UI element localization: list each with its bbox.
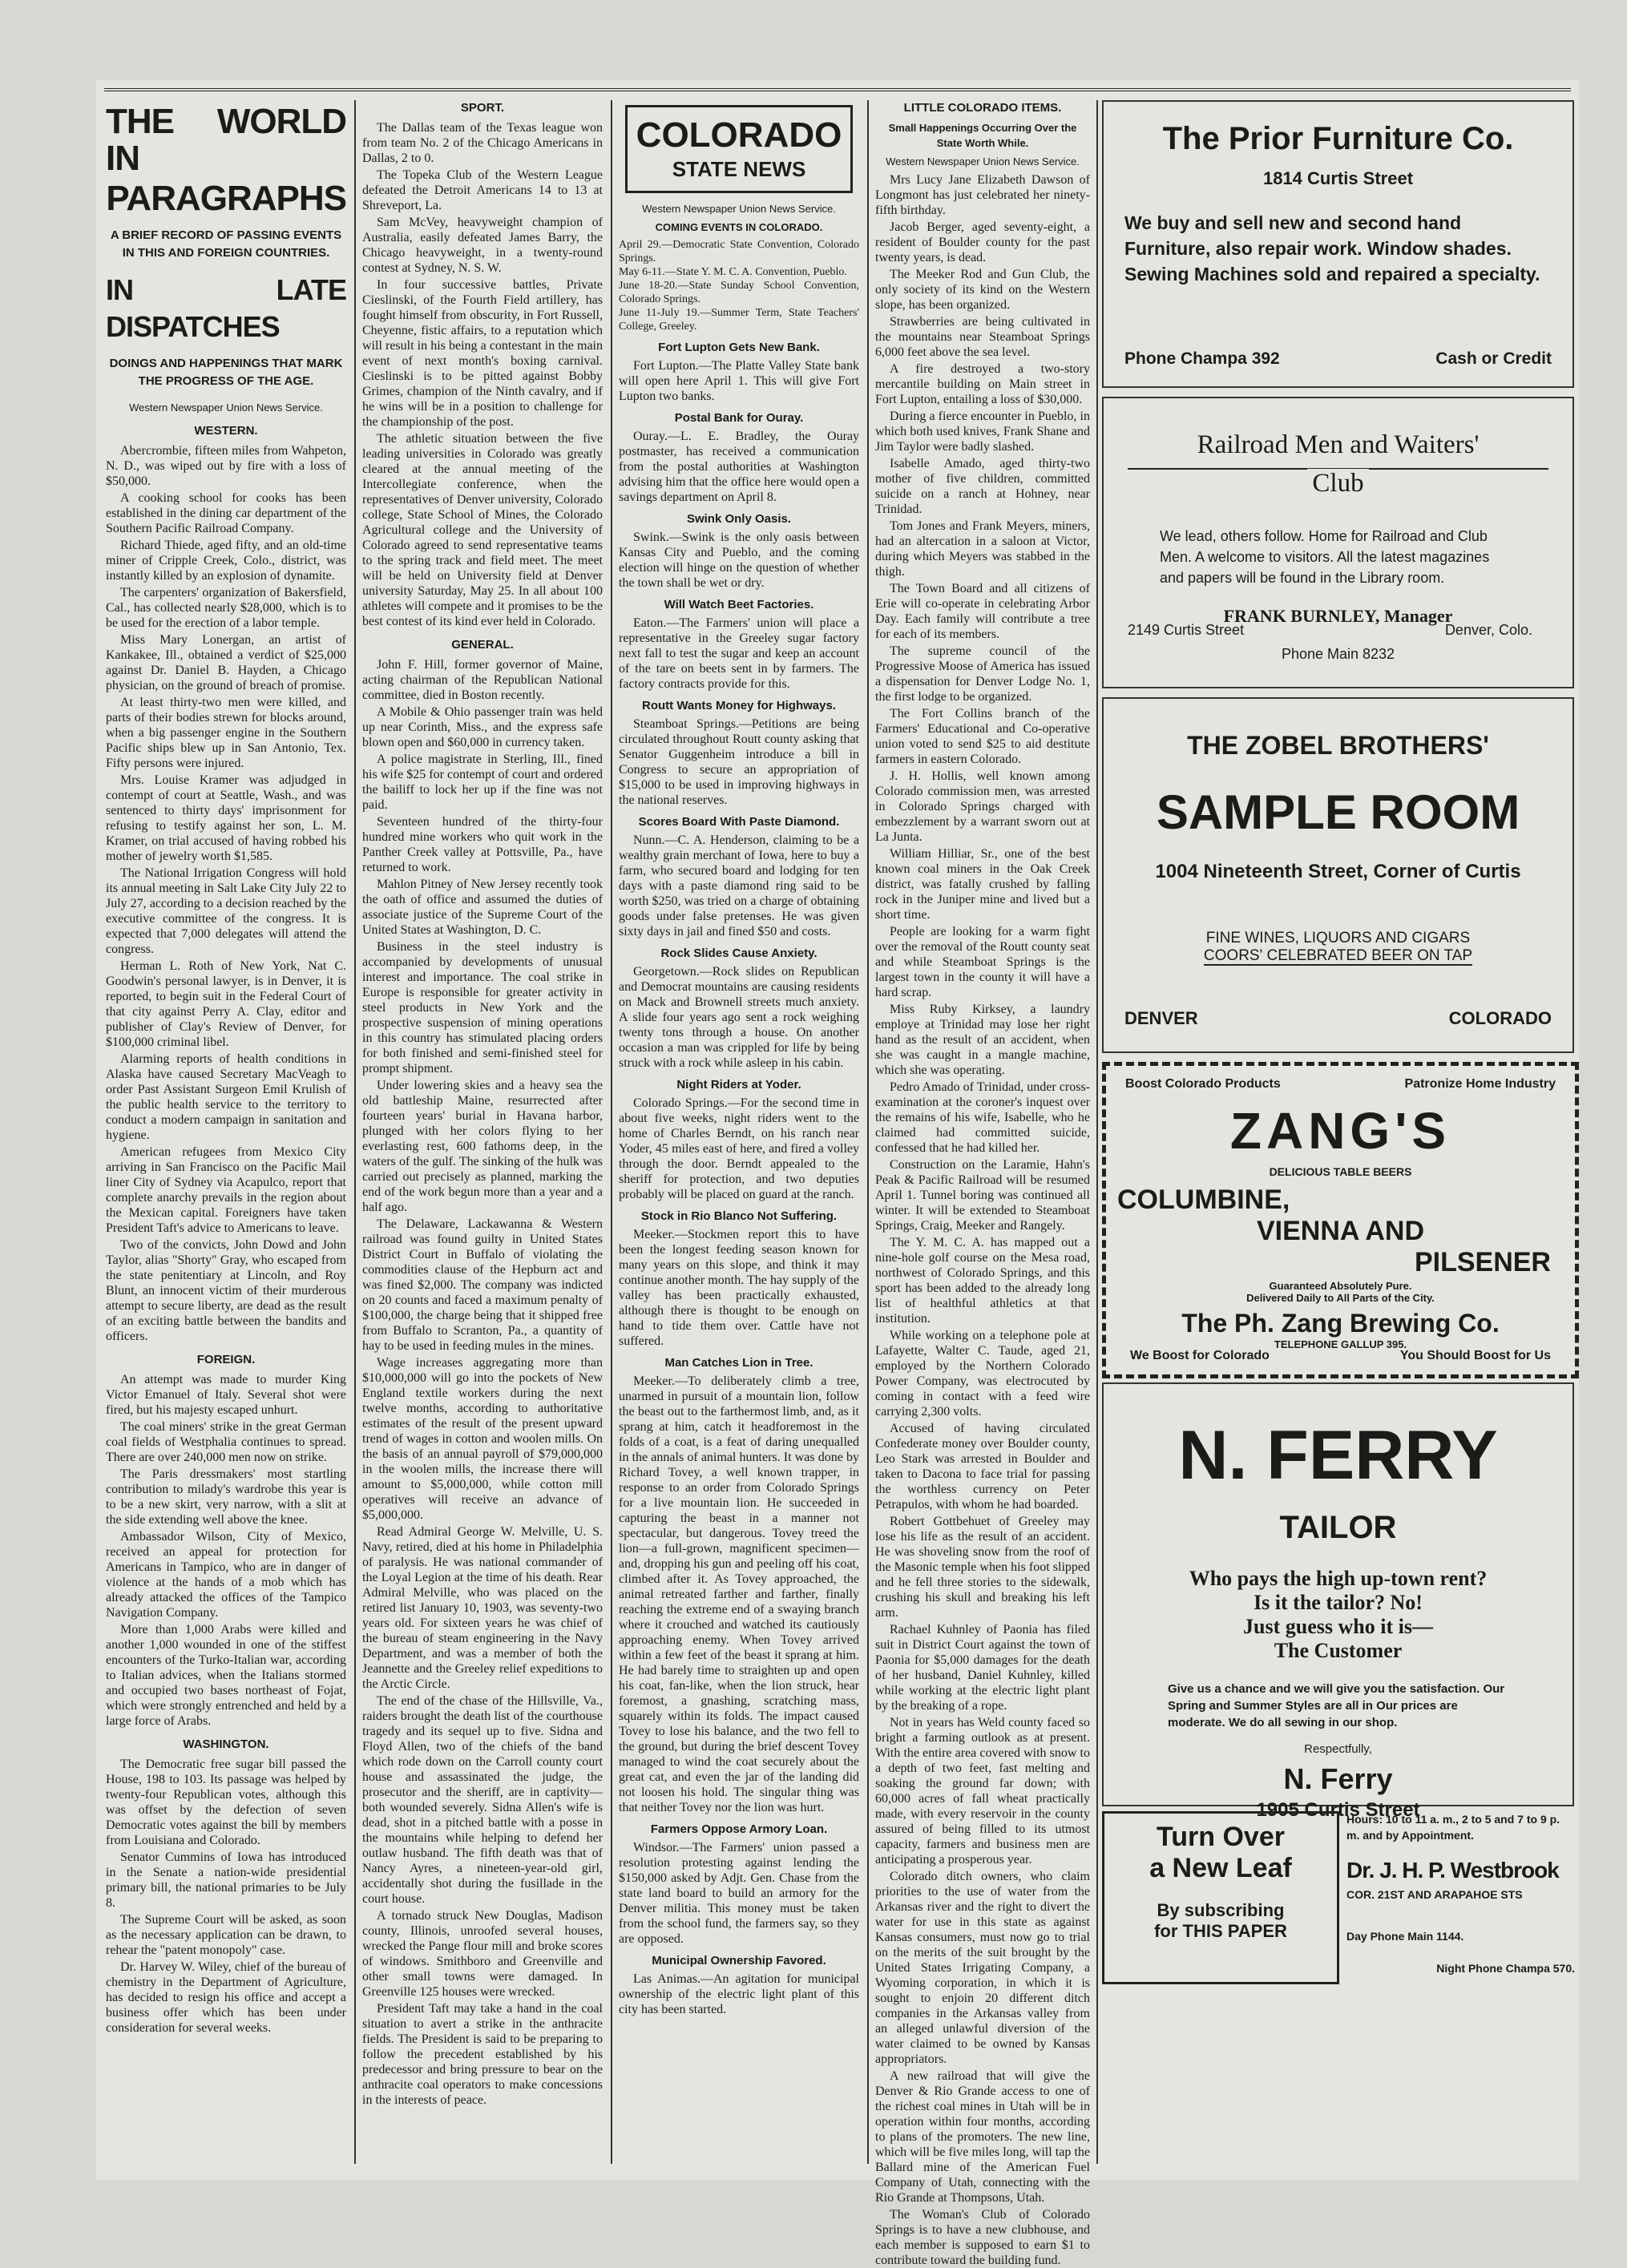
- story-text: Georgetown.—Rock slides on Republican and Democrat mountains are causing residents on Mack and Brownell streets much anxiety. A slide four years ago sent a rock weighing twenty tons through a house. On another occasion a man was crippled for life by being struck with a rock while asleep in his cabin.: [619, 965, 859, 1070]
- ferry-name: N. FERRY: [1178, 1417, 1498, 1494]
- column-sport-general: [362, 100, 603, 2164]
- column-colorado-state-news: [619, 100, 859, 2164]
- story-headline: Postal Bank for Ouray.: [674, 411, 804, 425]
- section-washington: WASHINGTON.: [183, 1737, 269, 1751]
- news-item: A fire destroyed a two-story mercantile building on Main street in Fort Lupton, entailing a loss of $30,000.: [875, 362, 1090, 406]
- ferry-body: Give us a chance and we will give you the satisfaction. Our Spring and Summer Styles are all in Our prices are moderate. We do all sewing in our shop.: [1168, 1682, 1505, 1729]
- zobel-name: THE ZOBEL BROTHERS': [1187, 731, 1489, 760]
- news-item: The Fort Collins branch of the Farmers' Educational and Co-operative union voted to send $25 to aid destitute farmers in eastern Colorado.: [875, 707, 1090, 766]
- news-item: More than 1,000 Arabs were killed and another 1,000 wounded in one of the stiffest encounters of the Turko-Italian war, according to Italian advices, when the Italians stormed and occupied two bases northeast of Fojat, which were strongly entrenched and held by a large force of Arabs.: [106, 1623, 346, 1728]
- news-item: The Topeka Club of the Western League defeated the Detroit Americans 14 to 13 at Shreveport, La.: [362, 168, 603, 212]
- news-item: Ambassador Wilson, City of Mexico, received an appeal for protection for Americans in Tampico, who are in danger of violence at the hands of a mob which has already attacked the offices of the Tampico Navigation Company.: [106, 1530, 346, 1620]
- service-credit: Western Newspaper Union News Service.: [642, 203, 836, 215]
- prior-name: The Prior Furniture Co.: [1162, 121, 1514, 156]
- event-item: June 18-20.—State Sunday School Convention, Colorado Springs.: [619, 280, 859, 305]
- ad-turn-over-leaf: [1102, 1811, 1339, 1984]
- zobel-address: 1004 Nineteenth Street, Corner of Curtis: [1155, 861, 1521, 882]
- zang-guaranteed: Guaranteed Absolutely Pure.: [1269, 1280, 1412, 1292]
- zang-table: DELICIOUS TABLE BEERS: [1269, 1165, 1412, 1178]
- news-item: Alarming reports of health conditions in Alaska have caused Secretary MacVeagh to order Past Assistant Surgeon Emil Krulish of the public health service to the territory to conduct a modern campaign in sanitation and hygiene.: [106, 1052, 346, 1142]
- story-text: Meeker.—To deliberately climb a tree, unarmed in pursuit of a mountain lion, follow the beast out to the farthermost limb, and, as it sprang at him, catch it headforemost in the folds of a coat, is a feat of daring unequalled in the annals of animal hunters. It was done by Richard Tovey, a well known trapper, in response to an order from Colorado Springs for a live mountain lion. He succeeded in capturing the beast in a manner not spectacular, but dangerous. Tovey treed the lion—a full-grown, magnificent specimen—and, dropping his gun and peeling off his coat, climbed after it. As Tovey approached, the animal retreated farther and farther, finally reaching the extreme end of a swaying branch where it crouched and watched its cautiously approaching enemy. When Tovey arrived within a few feet of the beast it sprang at him. He had barely time to straighten up and open his coat, fan-like, when the lion struck, hear foremost, a gnashing, scratching mass, squarely within its folds. The impact caused Tovey to lose his balance, and the two fell to the ground, but during the brief descent Tovey managed to wind the coat securely about the great cat, and even the jar of the landing did not loosen his hold. The singular thing was that neither Tovey nor the lion was hurt.: [619, 1374, 859, 1814]
- news-item: The National Irrigation Congress will hold its annual meeting in Salt Lake City July 22 to July 27, according to a decision reached by the executive committee of the congress. It is expected that 7,000 delegates will attend the congress.: [106, 866, 346, 956]
- railroad-body: We lead, others follow. Home for Railroad and Club Men. A welcome to visitors. All the latest magazines and papers will be found in the Library room.: [1160, 528, 1490, 586]
- column-little-colorado-items: [875, 100, 1090, 2267]
- news-item: The Dallas team of the Texas league won from team No. 2 of the Chicago Americans in Dallas, 2 to 0.: [362, 121, 603, 165]
- news-item: J. H. Hollis, well known among Colorado commission men, was arrested in Colorado Springs charged with embezzlement by a warrant sworn out at La Junta.: [875, 769, 1090, 844]
- news-item: Wage increases aggregating more than $10,000,000 will go into the pockets of New England textile workers during the next twelve months, according to authoritative estimates of the result of the present upward trend of wages in cotton and woolen mills. On the basis of an annual payroll of $79,000,000 in the woolen mills, the increase there will amount to $5,000,000, while cotton mill operatives will receive an advance of $5,000,000.: [362, 1356, 603, 1522]
- sport-items: [362, 120, 603, 629]
- news-item: The Meeker Rod and Gun Club, the only society of its kind on the Western slope, has been organized.: [875, 268, 1090, 312]
- prior-terms: Cash or Credit: [1435, 349, 1552, 368]
- news-item: Under lowering skies and a heavy sea the old battleship Maine, resurrected after fourteen years' burial in Havana harbor, plunged with her colors flying to her everlasting rest, 600 fathoms deep, in the waters of the gulf. The sinking of the hulk was carried out precisely as planned, marking the end of the work begun more than a year and a half ago.: [362, 1079, 603, 1214]
- news-item: Colorado ditch owners, who claim priorities to the use of water from the Arkansas river and the right to divert the water for use in this state as against Kansas consumers, must now go to trial on the merits of the suit brought by the United States Irrigating Company, a Wyoming corporation, in which it is sought to enjoin 20 different ditch companies in the Arkansas valley from an alleged unlawful diversion of the water claimed to be owned by Kansas appropriators.: [875, 1870, 1090, 2066]
- news-item: Seventeen hundred of the thirty-four hundred mine workers who quit work in the Panther Creek valley at Pottsville, Pa., have returned to work.: [362, 815, 603, 874]
- ferry-resp: Respectfully,: [1304, 1742, 1372, 1756]
- news-item: Dr. Harvey W. Wiley, chief of the bureau of chemistry in the Department of Agriculture, has decided to resign his office and accept a business offer which has been under consideration for several weeks.: [106, 1960, 346, 2035]
- ad-railroad-club: [1102, 397, 1574, 688]
- service-credit: Western Newspaper Union News Service.: [129, 402, 323, 414]
- news-item: The Y. M. C. A. has mapped out a nine-hole golf course on the Mesa road, northwest of Colorado Springs, and this sport has been added to the already long list of healthful athletics at that institution.: [875, 1236, 1090, 1326]
- news-item: Abercrombie, fifteen miles from Wahpeton, N. D., was wiped out by fire with a loss of $50,000.: [106, 444, 346, 488]
- story-headline: Rock Slides Cause Anxiety.: [660, 946, 818, 960]
- little-items-head: LITTLE COLORADO ITEMS.: [903, 101, 1062, 115]
- news-item: Jacob Berger, aged seventy-eight, a resident of Boulder county for the past twenty years, is dead.: [875, 220, 1090, 264]
- news-item: The carpenters' organization of Bakersfield, Cal., has collected nearly $28,000, which is to be used for the erection of a labor temple.: [106, 586, 346, 630]
- news-item: The Supreme Court will be asked, as soon as the necessary application can be drawn, to rehear the "patent monopoly" case.: [106, 1913, 346, 1957]
- news-item: The coal miners' strike in the great German coal fields of Westphalia continues to spread. There are over 240,000 men now on strike.: [106, 1420, 346, 1464]
- news-item: The Town Board and all citizens of Erie will co-operate in celebrating Arbor Day. Each family will contribute a tree for each of its members.: [875, 582, 1090, 641]
- news-item: The Democratic free sugar bill passed the House, 198 to 103. Its passage was helped by twenty-four Republican votes, although this was offset by the defection of seven Democratic votes against the bill by members from Louisiana and Colorado.: [106, 1757, 346, 1847]
- news-item: Strawberries are being cultivated in the mountains near Steamboat Springs 6,000 feet above the sea level.: [875, 315, 1090, 359]
- news-item: The Delaware, Lackawanna & Western railroad was found guilty in United States District Court in Buffalo of violating the commodities clause of the Hepburn act and was fined $2,000. The company was indicted on 20 counts and faced a maximum penalty of $100,000, the charge being that it shipped free from Buffalo to Scranton, Pa., a quantity of hay to be used in feeding mules in the mines.: [362, 1217, 603, 1353]
- news-item: Tom Jones and Frank Meyers, miners, had an altercation in a saloon at Victor, during which Meyers was stabbed in the thigh.: [875, 519, 1090, 579]
- news-item: Isabelle Amado, aged thirty-two mother of five children, committed suicide on a ranch at Hohney, near Trinidad.: [875, 457, 1090, 516]
- news-item: A cooking school for cooks has been established in the dining car department of the Southern Pacific Railroad Company.: [106, 491, 346, 535]
- ferry-signature: N. Ferry: [1283, 1762, 1393, 1795]
- column-world-paragraphs: [106, 100, 346, 2164]
- story-text: Meeker.—Stockmen report this to have been the longest feeding season known for many years on this slope, and think it may continue another month. The hay supply of the valley has been practically exhausted, although there is thought to be enough on hand to tide them over. Cattle have not suffered.: [619, 1228, 859, 1348]
- story-headline: Will Watch Beet Factories.: [664, 598, 814, 611]
- news-item: Construction on the Laramie, Hahn's Peak & Pacific Railroad will be resumed April 1. Tunnel boring was continued all winter. It will be extended to Steamboat Springs, Craig, Meeker and Rangely.: [875, 1158, 1090, 1233]
- service-credit: Western Newspaper Union News Service.: [886, 155, 1080, 167]
- story-text: Colorado Springs.—For the second time in about five weeks, night riders went to the home of Charles Berndt, on his ranch near Yoder, 45 miles east of here, and fired a volley through the door. Berndt appealed to the sheriff for protection, and two deputies probably will be placed on guard at the ranch.: [619, 1096, 859, 1201]
- news-item: Read Admiral George W. Melville, U. S. Navy, retired, died at his home in Philadelphia of paralysis. He was national commander of the Loyal Legion at the time of his death. Rear Admiral Melville, who was placed on the retired list January 10, 1903, was seventy-two years old. For sixteen years he was chief of the bureau of steam engineering in the Navy Department, and was a member of both the Jeannette and the Greeley relief expeditions to the Arctic Circle.: [362, 1525, 603, 1691]
- zang-foot-right: You Should Boost for Us: [1399, 1349, 1551, 1362]
- story-text: Fort Lupton.—The Platte Valley State bank will open here April 1. This will give Fort Lupton two banks.: [619, 359, 859, 403]
- section-foreign: FOREIGN.: [196, 1353, 256, 1366]
- westbrook-day-phone: Day Phone Main 1144.: [1346, 1930, 1464, 1943]
- zang-boost: Boost Colorado Products: [1125, 1077, 1281, 1091]
- news-item: The Woman's Club of Colorado Springs is to have a new clubhouse, and each member is supposed to earn $1 to contribute toward the building fund.: [875, 2208, 1090, 2267]
- news-item: Not in years has Weld county faced so bright a farming outlook as at present. With the entire area covered with snow to a depth of two feet, fast melting and soaking the ground far down; with 60,000 acres of fall wheat practically made, with every reservoir in the county assured of being filled to its utmost capacity, farmers and business men are anticipating a prosperous year.: [875, 1716, 1090, 1866]
- news-item: A police magistrate in Sterling, Ill., fined his wife $25 for contempt of court and ordered the bailiff to lock her up if the fine was not paid.: [362, 753, 603, 812]
- news-item: Senator Cummins of Iowa has introduced in the Senate a nation-wide presidential primary bill, the national primaries to be July 8.: [106, 1850, 346, 1910]
- column-divider: [867, 100, 869, 2164]
- news-item: The supreme council of the Progressive Moose of America has issued a dispensation for Denver Lodge No. 1, the first lodge to be organized.: [875, 644, 1090, 704]
- westbrook-address: COR. 21ST AND ARAPAHOE STS: [1346, 1888, 1523, 1901]
- news-item: The Paris dressmakers' most startling contribution to milady's wardrobe this year is to be a new skirt, very narrow, with a slit at the side extending well above the knee.: [106, 1467, 346, 1527]
- event-item: April 29.—Democratic State Convention, Colorado Springs.: [619, 239, 859, 264]
- little-items-deck: Small Happenings Occurring Over the State Worth While.: [888, 122, 1077, 149]
- section-sport: SPORT.: [460, 101, 505, 115]
- ad-zang-brewing: [1102, 1062, 1579, 1378]
- ad-zobel-sample-room: [1102, 697, 1574, 1053]
- general-items: [362, 657, 603, 2108]
- little-items-list: [875, 172, 1090, 2268]
- title-paragraphs: PARAGRAPHS: [106, 179, 346, 218]
- prior-body: We buy and sell new and second hand Furniture, also repair work. Window shades. Sewing Machines sold and repaired a specialty.: [1124, 212, 1540, 285]
- ad-n-ferry-tailor: [1102, 1382, 1574, 1821]
- zang-phone: TELEPHONE GALLUP 395.: [1274, 1338, 1407, 1350]
- news-item: Sam McVey, heavyweight champion of Australia, easily defeated James Barry, the Chicago heavyweight, in a twenty-round contest at Sydney, N. S. W.: [362, 216, 603, 275]
- story-headline: Night Riders at Yoder.: [676, 1078, 801, 1092]
- story-text: Nunn.—C. A. Henderson, claiming to be a wealthy grain merchant of Iowa, here to buy a farm, who secured board and lodging for ten days with a paste diamond ring said to be worth $250, was tried on a charge of obtaining goods under false pretenses. He was given sixty days in jail and fined $50 and costs.: [619, 833, 859, 938]
- news-item: A new railroad that will give the Denver & Rio Grande access to one of the richest coal mines in Utah will be in operation within four months, according to plans of the promoters. The new line, which will be five miles long, will tap the Ballard mine of the American Fuel Company of Utah, connecting with the Rio Grande at Thompsons, Utah.: [875, 2069, 1090, 2205]
- ferry-q4: The Customer: [1274, 1639, 1403, 1662]
- story-headline: Scores Board With Paste Diamond.: [638, 815, 840, 829]
- ferry-q2: Is it the tailor? No!: [1254, 1591, 1423, 1614]
- news-item: Rachael Kuhnley of Paonia has filed suit in District Court against the town of Paonia for $5,000 damages for the death of her husband, Daniel Kuhnley, killed while working at the electric light plant by the breaking of a rope.: [875, 1623, 1090, 1713]
- turnover-l1: Turn Over: [1157, 1822, 1285, 1852]
- ferry-address: 1905 Curtis Street: [1256, 1799, 1420, 1821]
- news-item: People are looking for a warm fight over the removal of the Routt county seat and while Steamboat Springs is the largest town in the county it will have a hard scrap.: [875, 925, 1090, 999]
- news-item: President Taft may take a hand in the coal situation to avert a strike in the anthracite fields. The President is said to be preparing to follow the precedent established by his predecessor and bring pressure to bear on the anthracite coal operators to make concessions in the interests of peace.: [362, 2002, 603, 2107]
- story-text: Swink.—Swink is the only oasis between Kansas City and Pueblo, and the coming election will hinge on the question of whether the town shall be wet or dry.: [619, 531, 859, 590]
- news-item: At least thirty-two men were killed, and parts of their bodies strewn for blocks around, when a big passenger engine in the Southern Pacific ships blew up in San Antonio, Tex. Fifty persons were injured.: [106, 696, 346, 770]
- zobel-beer: COORS' CELEBRATED BEER ON TAP: [1203, 947, 1473, 964]
- ferry-q1: Who pays the high up-town rent?: [1189, 1567, 1488, 1590]
- column-divider: [611, 100, 612, 2164]
- news-item: In four successive battles, Private Cieslinski, of the Fourth Field artillery, has fought himself from obscurity, in Fort Russell, Cheyenne, fistic affairs, to a reputation which will result in his being a contestant in the main event of next month's boxing carnival. Cieslinski is to be pitted against Bobby Grimes, champion of the Ninth cavalry, and if he wins will be in a position to challenge for the championship of the post.: [362, 278, 603, 429]
- westbrook-night-phone: Night Phone Champa 570.: [1436, 1962, 1575, 1975]
- zang-pilsener: PILSENER: [1414, 1247, 1551, 1277]
- story-text: Las Animas.—An agitation for municipal ownership of the electric light plant of this city has been started.: [619, 1972, 859, 2016]
- ad-dr-westbrook: [1346, 1811, 1575, 1996]
- railroad-manager: FRANK BURNLEY, Manager: [1223, 606, 1453, 626]
- story-text: Steamboat Springs.—Petitions are being circulated throughout Routt county asking that Senator Guggenheim introduce a bill in Congress to secure an appropriation of $15,000 to be used in improving highways in the national reserves.: [619, 717, 859, 807]
- section-western: WESTERN.: [194, 424, 258, 438]
- foreign-items: [106, 1372, 346, 1729]
- news-item: A Mobile & Ohio passenger train was held up near Corinth, Miss., and the express safe blown open and $60,000 in currency taken.: [362, 705, 603, 749]
- washington-items: [106, 1757, 346, 2036]
- story-headline: Fort Lupton Gets New Bank.: [658, 341, 820, 354]
- story-text: Windsor.—The Farmers' union passed a resolution protesting against lending the $150,000 asked by Adjt. Gen. Chase from the state land board to build an armory for the Denver militia. This money must be taken from the school fund, the farmers say, so they are opposed.: [619, 1841, 859, 1946]
- section-general: GENERAL.: [451, 638, 514, 652]
- news-item: American refugees from Mexico City arriving in San Francisco on the Pacific Mail liner City of Sydney via Acapulco, report that complete anarchy prevails in the region about the Mexican capital. Foreigners have taken President Taft's advice to Americans to leave.: [106, 1145, 346, 1235]
- zang-brewing: The Ph. Zang Brewing Co.: [1181, 1309, 1500, 1338]
- deck-brief-record: A BRIEF RECORD OF PASSING EVENTS IN THIS AND FOREIGN COUNTRIES.: [110, 228, 342, 260]
- news-item: A tornado struck New Douglas, Madison county, Illinois, unroofed several houses, wrecked the Pange flour mill and broke scores of windows. Smithboro and Greenville and other small towns were damaged. In Greenville 125 houses were wrecked.: [362, 1909, 603, 1999]
- deck-doings: DOINGS AND HAPPENINGS THAT MARK THE PROGRESS OF THE AGE.: [109, 357, 343, 388]
- westbrook-hours: Hours: 10 to 11 a. m., 2 to 5 and 7 to 9 p. m. and by Appointment.: [1346, 1813, 1560, 1842]
- story-headline: Routt Wants Money for Highways.: [642, 699, 836, 712]
- railroad-name: Railroad Men and Waiters': [1197, 430, 1480, 459]
- news-item: John F. Hill, former governor of Maine, acting chairman of the Republican National committee, died in Boston recently.: [362, 658, 603, 702]
- turnover-l4: for THIS PAPER: [1154, 1921, 1287, 1941]
- railroad-club: Club: [1307, 469, 1368, 498]
- news-item: The athletic situation between the five leading universities in Colorado was greatly cleared at the annual meeting of the Intercollegiate conference, when the representatives of Denver university, Colorado college, State School of Mines, the Colorado Agricultural college and the University of Colorado agreed to send representative teams to the spring track and field meet. The meet will be held on University field at Denver university Saturday, May 25. In all about 100 athletes will compete and it promises to be the best contest of its kind ever held in Colorado.: [362, 432, 603, 628]
- news-item: While working on a telephone pole at Lafayette, Walter C. Taude, aged 21, employed by the Northern Colorado Power Company, was electrocuted by coming in contact with a feed wire carrying 2,300 volts.: [875, 1329, 1090, 1419]
- news-item: Miss Mary Lonergan, an artist of Kankakee, Ill., obtained a verdict of $25,000 against Dr. Daniel B. Hayden, a Chicago physician, on the ground of breach of promise.: [106, 633, 346, 692]
- news-item: Accused of having circulated Confederate money over Boulder county, Leo Stark was arrested in Boulder and taken to Dacona to face trial for passing the worthless currency on Peter Petrapulos, with whom he had boarded.: [875, 1422, 1090, 1511]
- news-item: Pedro Amado of Trinidad, under cross-examination at the coroner's inquest over the remains of his wife, Isabelle, who he claimed had committed suicide, confessed that he had killed her.: [875, 1080, 1090, 1155]
- event-item: May 6-11.—State Y. M. C. A. Convention, Pueblo.: [619, 266, 847, 278]
- zang-vienna: VIENNA AND: [1256, 1216, 1425, 1246]
- coming-events-head: COMING EVENTS IN COLORADO.: [655, 221, 823, 233]
- masthead-state-news: STATE NEWS: [672, 157, 806, 181]
- zang-delivered: Delivered Daily to All Parts of the City.: [1246, 1292, 1435, 1304]
- ferry-q3: Just guess who it is—: [1243, 1615, 1433, 1638]
- news-item: William Hilliar, Sr., one of the best known coal miners in the Oak Creek district, was fatally crushed by falling rock in the Juniper mine and lived but a short time.: [875, 847, 1090, 922]
- news-item: Robert Gottbehuet of Greeley may lose his life as the result of an accident. He was shoveling snow from the roof of the Masonic temple when his foot slipped and he fell three stories to the sidewalk, crushing his skull and breaking his left arm.: [875, 1515, 1090, 1620]
- zobel-wines: FINE WINES, LIQUORS AND CIGARS: [1205, 930, 1471, 946]
- turnover-l3: By subscribing: [1157, 1900, 1285, 1920]
- zobel-city: DENVER: [1124, 1008, 1198, 1028]
- top-rule: [104, 88, 1571, 91]
- news-item: Business in the steel industry is accompanied by developments of unusual interest and importance. The coal strike in Europe is responsible for greater activity in steel products in New York and the prospective suspension of mining operations in this country has stimulated placing orders for both finished and semi-finished steel for prompt shipment.: [362, 940, 603, 1075]
- zang-patronize: Patronize Home Industry: [1404, 1077, 1556, 1091]
- column-divider: [1096, 100, 1098, 2164]
- news-item: Miss Ruby Kirksey, a laundry employe at Trinidad may lose her right hand as the result of an accident, when she was caught in a mangle machine, which she was operating.: [875, 1003, 1090, 1077]
- story-text: Ouray.—L. E. Bradley, the Ouray postmaster, has received a communication from the postal authorities at Washington advising him that the office here would open a savings department on April 8.: [619, 430, 859, 504]
- story-text: Eaton.—The Farmers' union will place a representative in the Greeley sugar factory next fall to test the sugar and keep an account of the tare on beets sent in by farmers. The factory contracts provide for this.: [619, 616, 859, 691]
- masthead-colorado: COLORADO: [636, 115, 842, 155]
- zobel-sample: SAMPLE ROOM: [1156, 785, 1520, 839]
- zang-columbine: COLUMBINE,: [1117, 1184, 1290, 1215]
- zang-foot-left: We Boost for Colorado: [1130, 1349, 1270, 1362]
- prior-phone: Phone Champa 392: [1124, 349, 1280, 368]
- column-divider: [354, 100, 356, 2164]
- ad-prior-furniture: [1102, 100, 1574, 388]
- news-item: Richard Thiede, aged fifty, and an old-time miner of Cripple Creek, Colo., district, was instantly killed by an explosion of dynamite.: [106, 539, 346, 583]
- news-item: Mrs Lucy Jane Elizabeth Dawson of Longmont has just celebrated her ninety-fifth birthday.: [875, 173, 1090, 217]
- news-item: Herman L. Roth of New York, Nat C. Goodwin's personal lawyer, is in Denver, it is reported, to begin suit in the Federal Court of that city against Perry A. Clay, editor and publisher of Clay's Review of Denver, for $100,000 criminal libel.: [106, 959, 346, 1049]
- railroad-phone: Phone Main 8232: [1281, 646, 1395, 662]
- news-item: During a fierce encounter in Pueblo, in which both used knives, Frank Shane and Jim Taylor were badly slashed.: [875, 410, 1090, 454]
- zang-name: ZANG'S: [1229, 1102, 1451, 1160]
- western-items: [106, 443, 346, 1344]
- story-headline: Stock in Rio Blanco Not Suffering.: [640, 1209, 838, 1223]
- railroad-club-rule: [1128, 468, 1548, 497]
- news-item: Mrs. Louise Kramer was adjudged in contempt of court at Seattle, Wash., and was sentenced to thirty days' imprisonment for refusing to testify against her son, L. M. Kramer, on trial accused of having robbed his mother of jewelry worth $1,585.: [106, 773, 346, 863]
- zobel-state: COLORADO: [1448, 1008, 1552, 1028]
- news-item: An attempt was made to murder King Victor Emanuel of Italy. Several shot were fired, but his majesty escaped unhurt.: [106, 1373, 346, 1417]
- title-world: THE WORLD IN: [106, 102, 346, 178]
- event-item: June 11-July 19.—Summer Term, State Teachers' College, Greeley.: [619, 307, 859, 333]
- railroad-address: 2149 Curtis Street: [1128, 622, 1245, 638]
- ferry-tailor: TAILOR: [1279, 1510, 1397, 1545]
- state-news-stories: [619, 340, 859, 2017]
- westbrook-name: Dr. J. H. P. Westbrook: [1346, 1858, 1559, 1883]
- prior-address: 1814 Curtis Street: [1262, 168, 1414, 188]
- story-headline: Farmers Oppose Armory Loan.: [650, 1822, 828, 1836]
- title-late-dispatches: IN LATE DISPATCHES: [106, 273, 346, 343]
- story-headline: Man Catches Lion in Tree.: [664, 1356, 814, 1370]
- turnover-l2: a New Leaf: [1149, 1853, 1292, 1883]
- coming-events-list: [619, 238, 859, 333]
- newspaper-page: [96, 80, 1579, 2267]
- news-item: Mahlon Pitney of New Jersey recently took the oath of office and assumed the duties of associate justice of the Supreme Court of the United States at Washington, D. C.: [362, 878, 603, 937]
- masthead-colorado-state-news: [625, 105, 853, 193]
- news-item: Two of the convicts, John Dowd and John Taylor, alias "Shorty" Gray, who escaped from the state penitentiary at Lincoln, and Roy Blunt, an innocent victim of their murderous attempt to secure liberty, are dead as the result of an exciting battle between the bandits and officers.: [106, 1238, 346, 1343]
- story-headline: Swink Only Oasis.: [686, 512, 792, 526]
- news-item: The end of the chase of the Hillsville, Va., raiders brought the death list of the courthouse tragedy and its sequel up to five. Sidna and Floyd Allen, two of the chiefs of the band which rode down on the Carroll county court house and assassinated the judge, the prosecutor and the sheriff, are in captivity—both wounded severely. Sidna Allen's wife is dead, shot in a pitched battle with a posse in the mountains while helping to defend her outlaw husband. The fifth death was that of Nancy Ayres, a nineteen-year-old girl, accidentally shot during the fusillade in the court house.: [362, 1694, 603, 1906]
- story-headline: Municipal Ownership Favored.: [652, 1954, 826, 1967]
- railroad-city: Denver, Colo.: [1444, 622, 1532, 638]
